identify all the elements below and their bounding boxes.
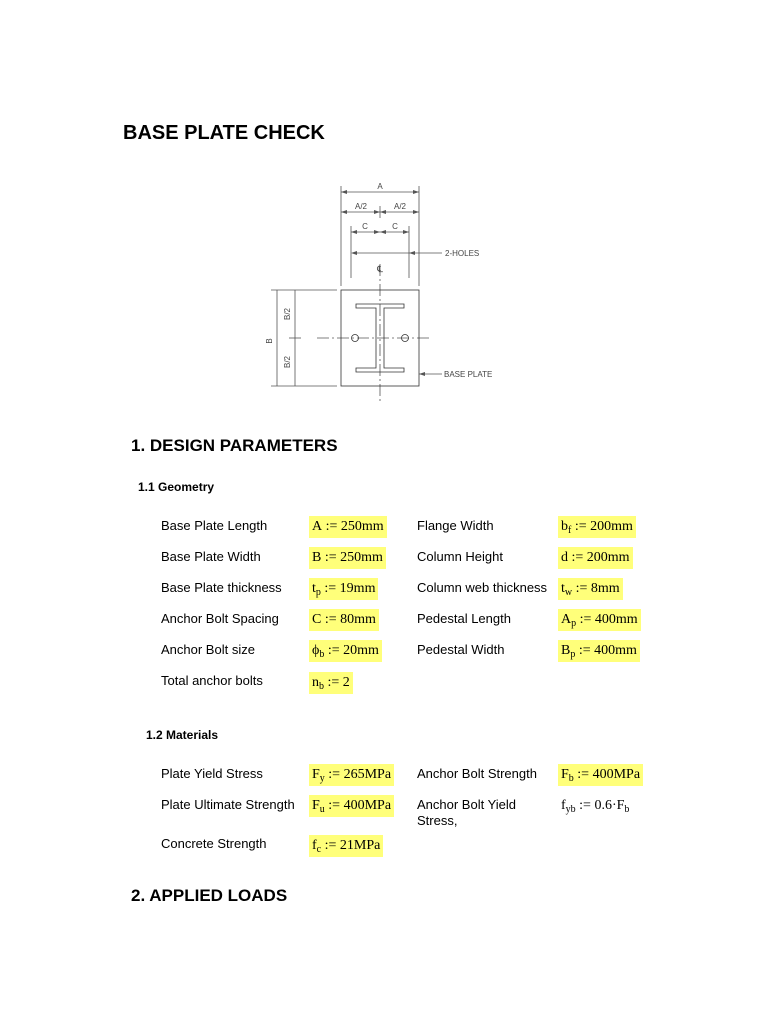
dim-a-half-left: A/2 xyxy=(354,202,368,211)
value-total-anchor-bolts: $n_b$ := 2 xyxy=(309,672,353,694)
value-column-web-thickness: $t_w$ := 8mm xyxy=(558,578,623,600)
label-column-web-thickness: Column web thickness xyxy=(417,580,548,595)
label-base-plate-length: Base Plate Length xyxy=(161,518,268,533)
label-total-anchor-bolts: Total anchor bolts xyxy=(161,673,263,688)
value-pedestal-length: $A_p$ := 400mm xyxy=(558,609,641,631)
value-base-plate-thickness: $t_p$ := 19mm xyxy=(309,578,378,600)
value-concrete-strength: $f_c$ := 21MPa xyxy=(309,835,383,857)
base-plate-drawing xyxy=(255,178,515,410)
label-pedestal-width: Pedestal Width xyxy=(417,642,505,657)
value-pedestal-width: $B_p$ := 400mm xyxy=(558,640,640,662)
label-base-plate-thickness: Base Plate thickness xyxy=(161,580,282,595)
value-plate-ultimate-strength: $F_u$ := 400MPa xyxy=(309,795,394,817)
base-plate-label: BASE PLATE xyxy=(444,370,493,379)
value-anchor-bolt-spacing: C := 80mm xyxy=(309,609,379,631)
label-anchor-bolt-strength: Anchor Bolt Strength xyxy=(417,766,537,781)
dim-c-left: C xyxy=(362,222,368,231)
holes-label: 2-HOLES xyxy=(445,249,480,258)
label-pedestal-length: Pedestal Length xyxy=(417,611,511,626)
dim-a-half-right: A/2 xyxy=(393,202,407,211)
section-applied-loads-heading: 2. APPLIED LOADS xyxy=(131,886,288,905)
value-base-plate-width: B := 250mm xyxy=(309,547,386,569)
dim-b-half-top: B/2 xyxy=(283,307,292,321)
page-title: BASE PLATE CHECK xyxy=(123,122,325,144)
label-anchor-bolt-yield-stress: Anchor Bolt Yield Stress, xyxy=(417,797,517,828)
value-anchor-bolt-yield-stress: $f_{yb}$ := $0.6\cdot F_b$ xyxy=(561,798,630,815)
value-flange-width: $b_f$ := 200mm xyxy=(558,516,636,538)
label-plate-ultimate-strength: Plate Ultimate Strength xyxy=(161,797,295,812)
label-base-plate-width: Base Plate Width xyxy=(161,549,261,564)
label-column-height: Column Height xyxy=(417,549,503,564)
value-column-height: d := 200mm xyxy=(558,547,633,569)
value-anchor-bolt-size: $\phi_b$ := 20mm xyxy=(309,640,382,662)
label-concrete-strength: Concrete Strength xyxy=(161,836,267,851)
label-anchor-bolt-spacing: Anchor Bolt Spacing xyxy=(161,611,279,626)
label-anchor-bolt-size: Anchor Bolt size xyxy=(161,642,255,657)
materials-heading: 1.2 Materials xyxy=(146,728,219,742)
value-base-plate-length: A := 250mm xyxy=(309,516,387,538)
geometry-heading: 1.1 Geometry xyxy=(138,480,215,494)
dim-a-label: A xyxy=(377,182,383,191)
centerline-symbol: ℄ xyxy=(377,264,383,274)
section-design-parameters-heading: 1. DESIGN PARAMETERS xyxy=(131,436,338,455)
value-anchor-bolt-strength: $F_b$ := 400MPa xyxy=(558,764,643,786)
label-flange-width: Flange Width xyxy=(417,518,494,533)
dim-c-right: C xyxy=(392,222,398,231)
label-plate-yield-stress: Plate Yield Stress xyxy=(161,766,263,781)
value-plate-yield-stress: $F_y$ := 265MPa xyxy=(309,764,394,786)
dim-b-half-bottom: B/2 xyxy=(283,355,292,369)
dim-b-label: B xyxy=(265,338,274,344)
